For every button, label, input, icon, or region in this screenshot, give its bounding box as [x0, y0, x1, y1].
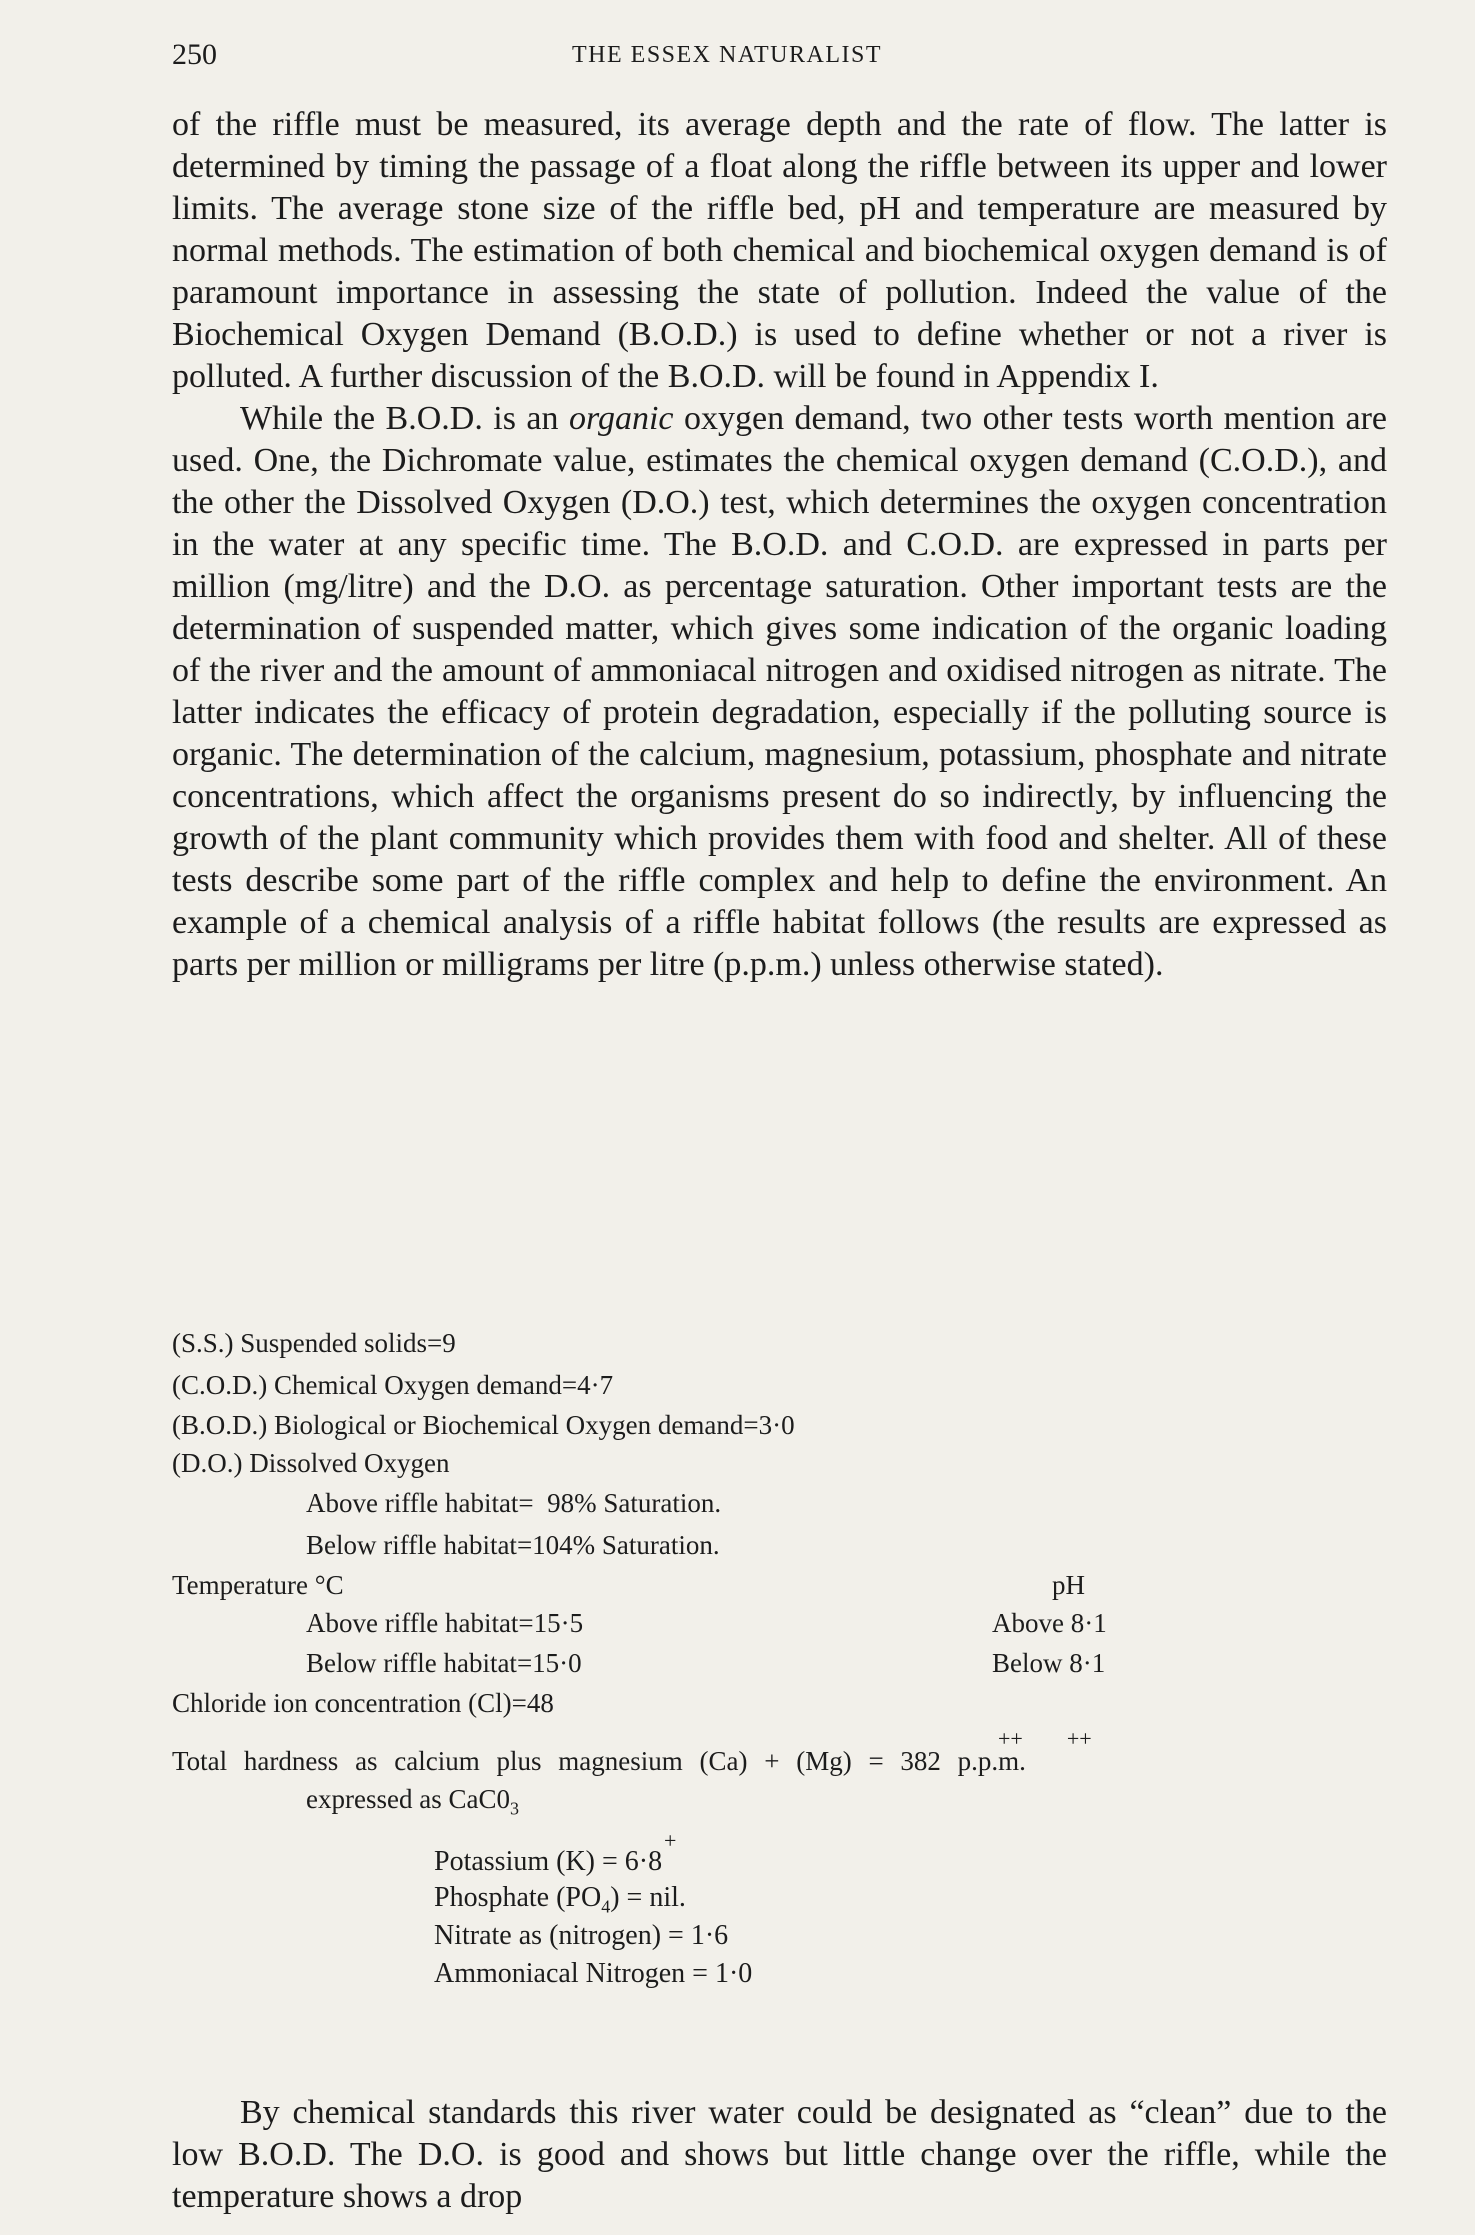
body-text: [172, 104, 1387, 986]
hardness-subscript: 3: [509, 1798, 519, 1819]
ammoniacal-nitrogen: Ammoniacal Nitrogen = 1·0: [434, 1958, 753, 1989]
potassium-charge: +: [664, 1828, 677, 1853]
potassium: Potassium (K) = 6·8: [434, 1846, 663, 1877]
chloride-concentration: Chloride ion concentration (Cl)=48: [172, 1688, 554, 1718]
hardness-expression: [306, 1784, 519, 1819]
ph-label: pH: [1052, 1570, 1085, 1600]
ph-above: Above 8·1: [992, 1608, 1107, 1638]
chemical-oxygen-demand: (C.O.D.) Chemical Oxygen demand=4·7: [172, 1370, 614, 1400]
phosphate: [434, 1882, 686, 1918]
paragraph-2-emphasis: organic: [569, 400, 674, 437]
hardness-ion-charges: ++ ++: [998, 1726, 1092, 1751]
phosphate-subscript: 4: [601, 1896, 611, 1917]
total-hardness: Total hardness as calcium plus magnesium (Ca) + (Mg) = 382 p.p.m.: [172, 1746, 1026, 1776]
dissolved-oxygen-above: Above riffle habitat= 98% Saturation.: [306, 1488, 722, 1518]
nitrate: Nitrate as (nitrogen) = 1·6: [434, 1920, 729, 1951]
page-header: [172, 38, 1387, 78]
phosphate-post: ) = nil.: [610, 1882, 686, 1913]
temperature-above: Above riffle habitat=15·5: [306, 1608, 584, 1638]
paragraph-2-rest: oxygen demand, two other tests worth mention are used. One, the Dichromate value, estimates the chemical oxygen demand (C.O.D.), and the other the Dissolved Oxygen (D.O.) test, which determines the oxygen concentration in the water at any specific time. The B.O.D. and C.O.D. are expressed in parts per million (mg/litre) and the D.O. as percentage saturation. Other important tests are the determination of suspended matter, which gives some indication of the organic loading of the river and the amount of ammoniacal nitrogen and oxidised nitrogen as nitrate. The latter indicates the efficacy of protein degradation, especially if the polluting source is organic. The determination of the calcium, magnesium, potassium, phosphate and nitrate concentrations, which affect the organisms present do so indirectly, by influencing the growth of the plant community which provides them with food and shelter. All of these tests describe some part of the riffle complex and help to define the environment. An example of a chemical analysis of a riffle habitat follows (the results are expressed as parts per million or milligrams per litre (p.p.m.) unless otherwise stated).: [172, 400, 1388, 983]
phosphate-pre: Phosphate (PO: [434, 1882, 602, 1913]
running-title: THE ESSEX NATURALIST: [572, 42, 882, 68]
ph-below: Below 8·1: [992, 1648, 1106, 1678]
temperature-label: Temperature °C: [172, 1570, 344, 1600]
closing-text: [172, 2092, 1387, 2218]
paragraph-2-start: While the B.O.D. is an: [240, 400, 569, 437]
dissolved-oxygen-below: Below riffle habitat=104% Saturation.: [306, 1530, 720, 1560]
paragraph-1: of the riffle must be measured, its average depth and the rate of flow. The latter is determined by timing the passage of a float along the riffle between its upper and lower limits. The average stone size of the riffle bed, pH and temperature are measured by normal methods. The estimation of both chemical and biochemical oxygen demand is of paramount importance in assessing the state of pollution. Indeed the value of the Biochemical Oxygen Demand (B.O.D.) is used to define whether or not a river is polluted. A further discussion of the B.O.D. will be found in Appendix I.: [172, 106, 1387, 395]
paragraph-3: By chemical standards this river water could be designated as “clean” due to the low B.O.D. The D.O. is good and shows but little change over the riffle, while the temperature shows a drop: [172, 2094, 1387, 2215]
paragraph-2: [172, 398, 1387, 986]
suspended-solids: (S.S.) Suspended solids=9: [172, 1328, 456, 1358]
biochemical-oxygen-demand: (B.O.D.) Biological or Biochemical Oxygen demand=3·0: [172, 1410, 795, 1440]
page-number: 250: [172, 38, 217, 71]
temperature-below: Below riffle habitat=15·0: [306, 1648, 582, 1678]
dissolved-oxygen-label: (D.O.) Dissolved Oxygen: [172, 1448, 450, 1478]
hardness-expression-text: expressed as CaC0: [306, 1784, 510, 1814]
